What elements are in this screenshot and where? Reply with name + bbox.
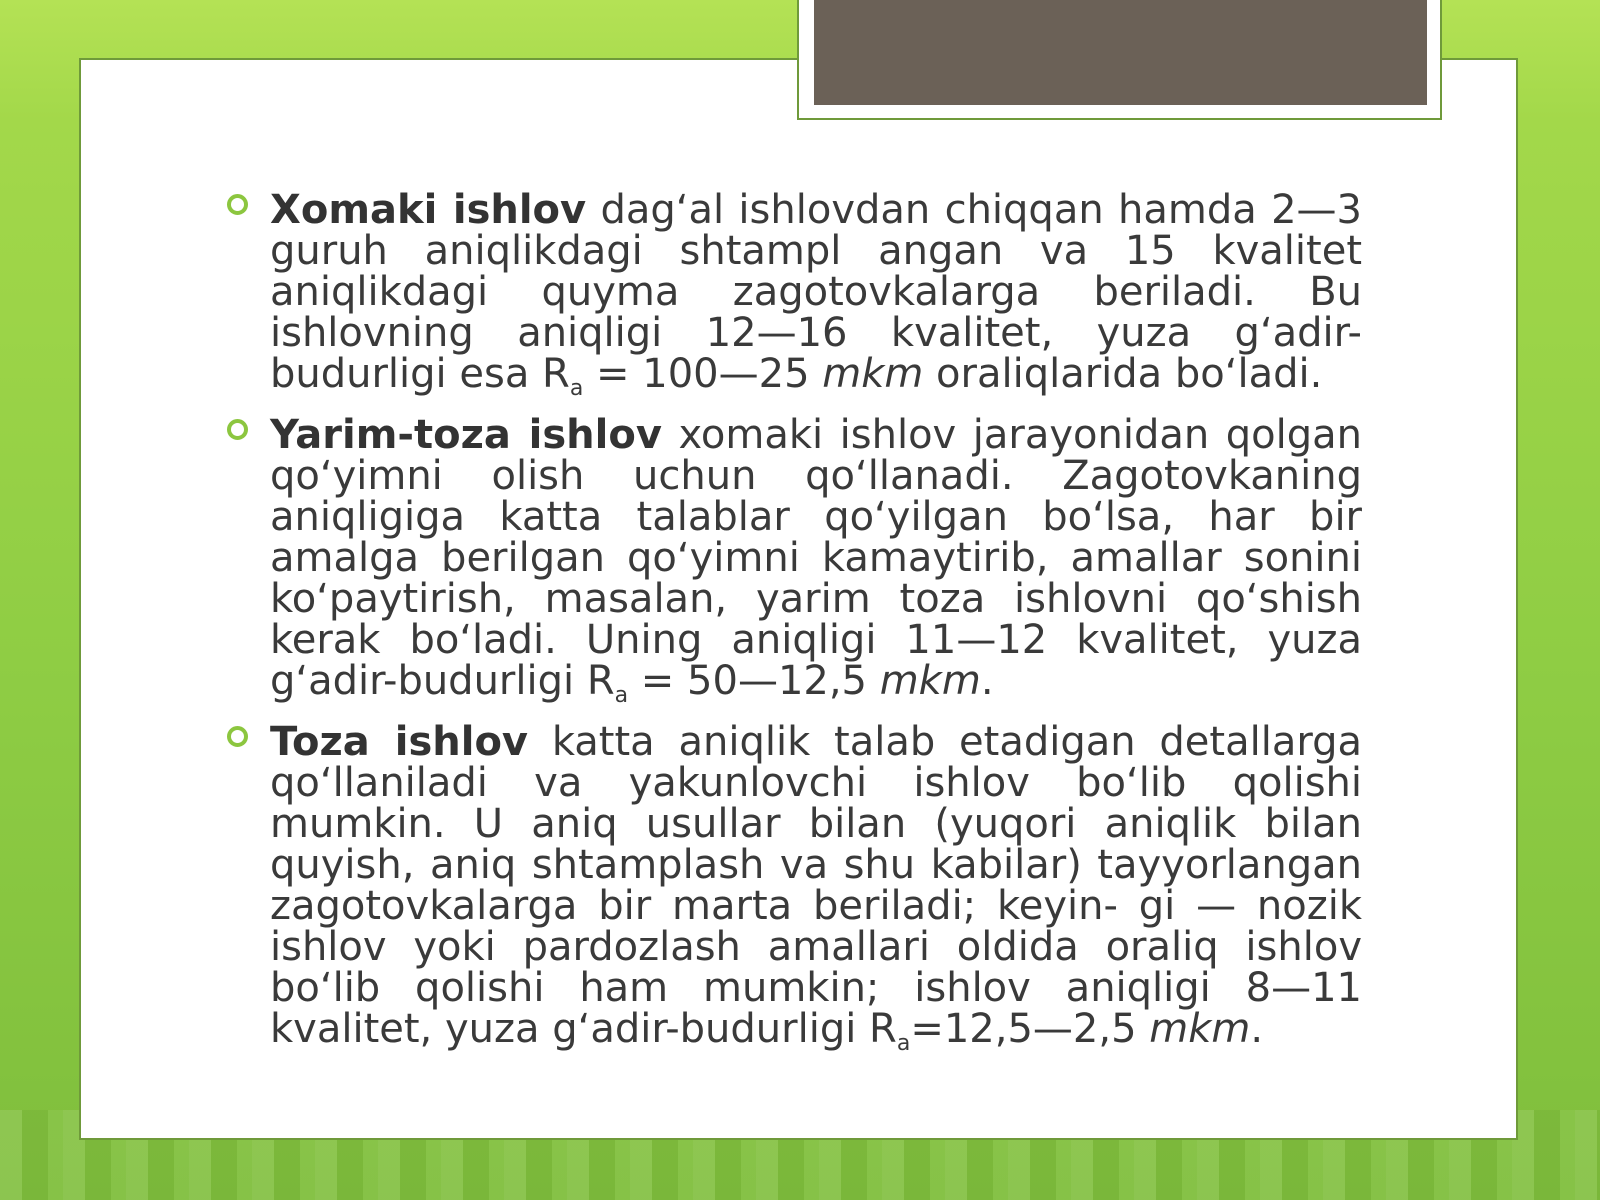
bullet-list	[222, 187, 1362, 1070]
bullet-body: dag‘al ishlovdan chiqqan hamda 2—3 guruh aniqlikdagi shtampl angan va 15 kvalitet aniqlikdagi quyma zagotovkalarga beriladi. Bu ishlovning aniqligi 12—16 kvalitet, yuza g‘adir-budurligi esa R	[270, 187, 1362, 397]
unit: mkm	[879, 658, 981, 704]
bullet-body: oraliqlarida bo‘ladi.	[923, 351, 1323, 397]
bullet-text	[270, 719, 1362, 1056]
subscript: a	[569, 376, 584, 401]
bullet-body: katta aniqlik talab etadigan detallarga qo‘llaniladi va yakunlovchi ishlov bo‘lib qolishi mumkin. U aniq usullar bilan (yuqori aniqlik bilan quyish, aniq shtamplash va shu kabilar) tayyorlangan zagotovkalarga bir marta beriladi; keyin- gi — nozik ishlov yoki pardozlash amallari oldida oraliq ishlov bo‘lib qolishi ham mumkin; ishlov aniqligi 8—11 kvalitet, yuza g‘adir-budurligi R	[270, 719, 1362, 1052]
bullet-item	[222, 412, 1362, 708]
bullet-text	[270, 187, 1362, 401]
bullet-term: Toza ishlov	[270, 719, 529, 765]
subscript: a	[614, 683, 629, 708]
bullet-item	[222, 719, 1362, 1056]
bullet-body: xomaki ishlov jarayonidan qolgan qo‘yimni olish uchun qo‘llanadi. Zagotovkaning aniqligiga katta talablar qo‘yilgan bo‘lsa, har bir amalga berilgan qo‘yimni kamaytirib, amallar sonini ko‘paytirish, masalan, yarim toza ishlovni qo‘shish kerak bo‘ladi. Uning aniqligi 11—12 kvalitet, yuza g‘adir-budurligi R	[270, 412, 1362, 704]
bullet-term: Yarim-toza ishlov	[270, 412, 662, 458]
bullet-body: = 100—25	[583, 351, 823, 397]
title-placeholder-box	[814, 0, 1427, 105]
hollow-circle-icon	[227, 194, 248, 215]
hollow-circle-icon	[227, 726, 248, 747]
unit: mkm	[1149, 1006, 1251, 1052]
bullet-item	[222, 187, 1362, 401]
bullet-body: .	[980, 658, 994, 704]
bullet-body: .	[1250, 1006, 1264, 1052]
bullet-body: = 50—12,5	[628, 658, 880, 704]
bullet-body: =12,5—2,5	[910, 1006, 1150, 1052]
subscript: a	[896, 1031, 911, 1056]
bullet-term: Xomaki ishlov	[270, 187, 587, 233]
bullet-text	[270, 412, 1362, 708]
hollow-circle-icon	[227, 419, 248, 440]
unit: mkm	[822, 351, 924, 397]
